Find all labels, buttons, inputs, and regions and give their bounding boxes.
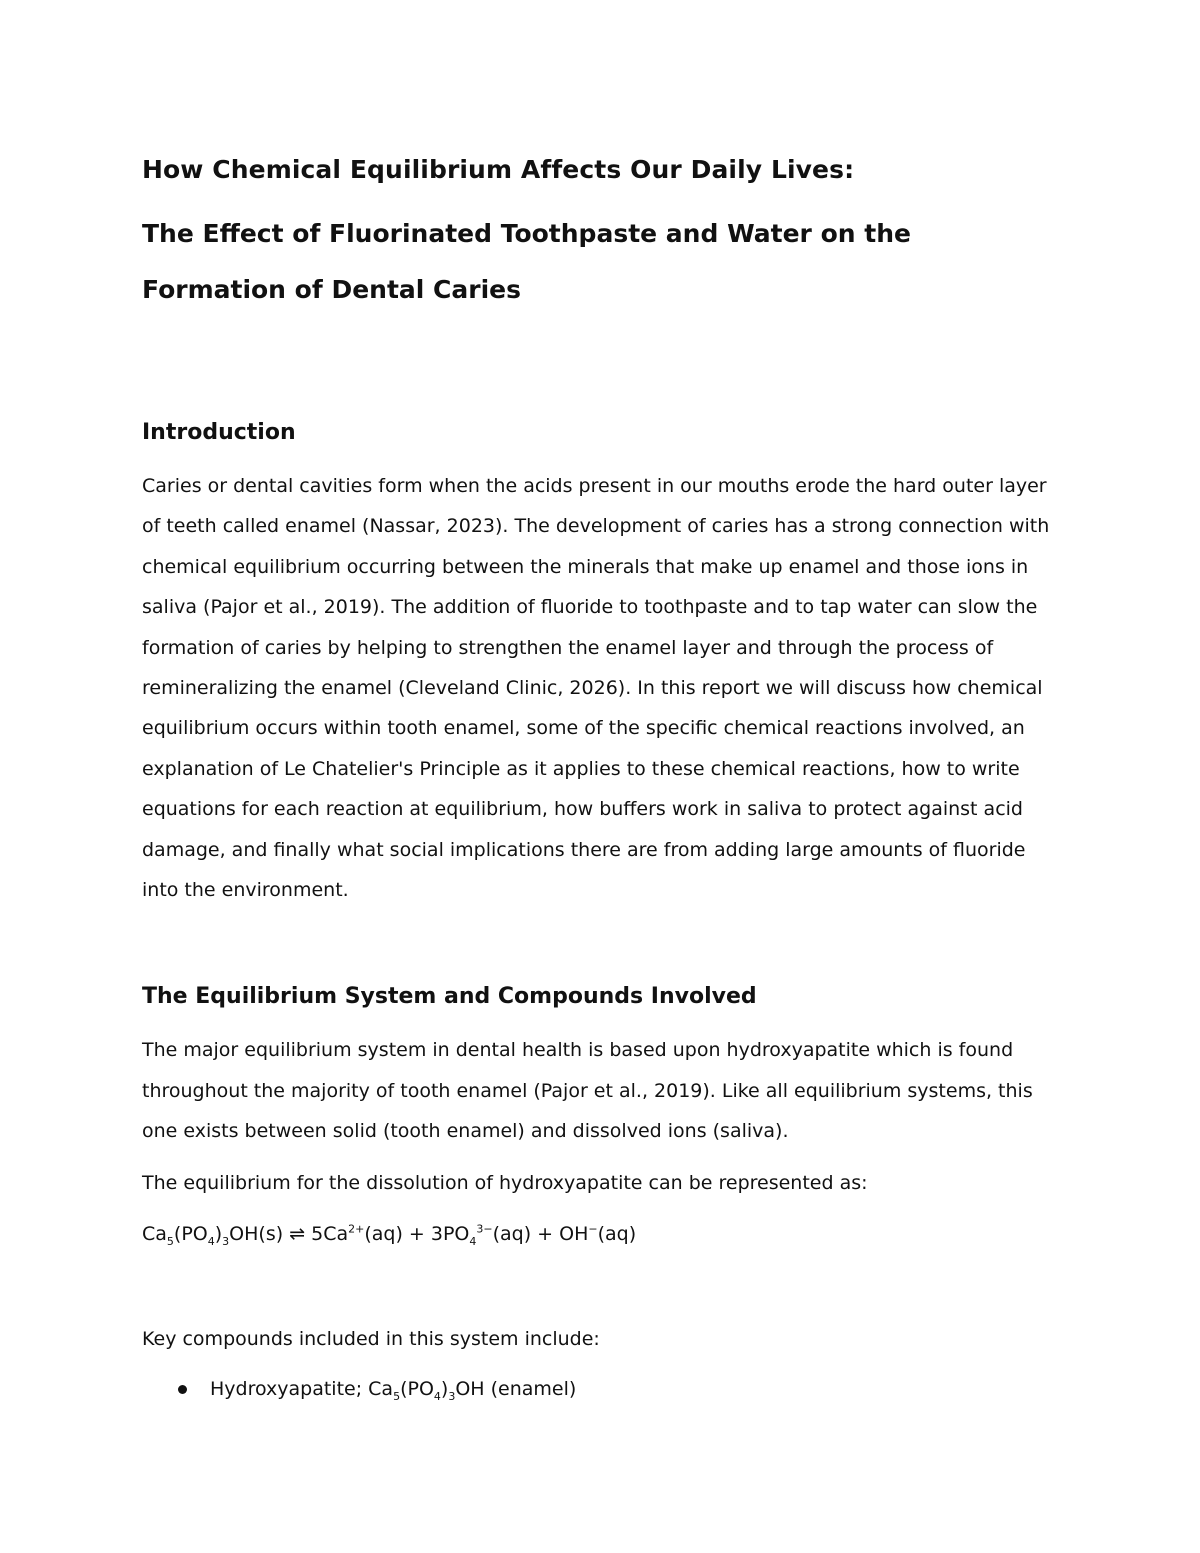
hydroxyapatite-equation: $Ca_5(PO_4)_3OH(s)$ ⇌ $5Ca^{2+}(aq) + 3PO_4^{3-}(aq) + OH^-(aq)$ <box>142 1222 637 1248</box>
key-compounds-intro: Key compounds included in this system include: <box>142 1327 600 1350</box>
document-page <box>142 150 1062 1409</box>
bullet-icon <box>178 1385 187 1394</box>
document-subtitle-line-2: Formation of Dental Caries <box>142 275 521 304</box>
equilibrium-section-heading: The Equilibrium System and Compounds Involved <box>142 984 757 1010</box>
introduction-paragraph: Caries or dental cavities form when the acids present in our mouths erode the hard outer layer of teeth called enamel (Nassar, 2023). The development of caries has a strong connection with chemical equilibrium occurring between the minerals that make up enamel and those ions in saliva (Pajor et al., 2019). The addition of fluoride to toothpaste and to tap water can slow the formation of caries by helping to strengthen the enamel layer and through the process of remineralizing the enamel (Cleveland Clinic, 2026). In this report we will discuss how chemical equilibrium occurs within tooth enamel, some of the specific chemical reactions involved, an explanation of Le Chatelier's Principle as it applies to these chemical reactions, how to write equations for each reaction at equilibrium, how buffers work in saliva to protect against acid damage, and finally what social implications there are from adding large amounts of fluoride into the environment. <box>142 475 1050 902</box>
key-compounds-list <box>142 1369 1062 1409</box>
document-subtitle-line-1: The Effect of Fluorinated Toothpaste and Water on the <box>142 219 911 248</box>
representation-intro: The equilibrium for the dissolution of hydroxyapatite can be represented as: <box>142 1171 868 1194</box>
introduction-heading: Introduction <box>142 420 296 445</box>
list-item: Hydroxyapatite; $Ca_5(PO_4)_3OH$ (enamel) <box>142 1369 1062 1409</box>
document-title: How Chemical Equilibrium Affects Our Daily Lives: <box>142 155 855 184</box>
equilibrium-paragraph: The major equilibrium system in dental health is based upon hydroxyapatite which is found throughout the majority of tooth enamel (Pajor et al., 2019). Like all equilibrium systems, this one exists between solid (tooth enamel) and dissolved ions (saliva). <box>142 1039 1033 1143</box>
